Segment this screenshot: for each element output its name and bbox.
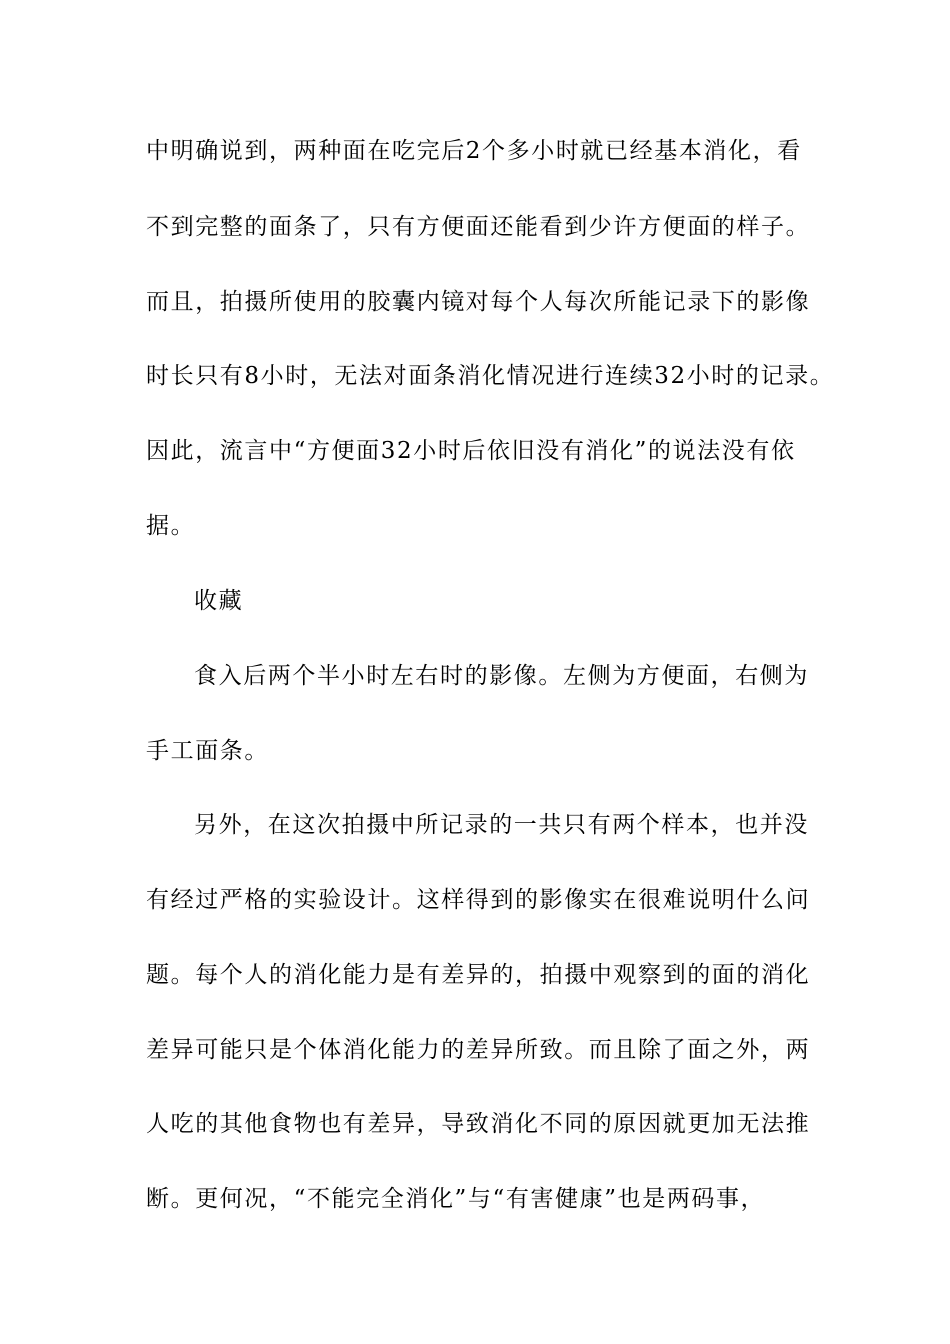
text-line: 有经过严格的实验设计。这样得到的影像实在很难说明什么问 xyxy=(146,887,811,913)
text-line: 断。更何况，“不能完全消化”与“有害健康”也是两码事， xyxy=(146,1186,766,1212)
text-line: 另外，在这次拍摄中所记录的一共只有两个样本，也并没 xyxy=(194,812,809,838)
text-line: 中明确说到，两种面在吃完后2个多小时就已经基本消化，看 xyxy=(146,138,802,164)
text-line: 不到完整的面条了，只有方便面还能看到少许方便面的样子。 xyxy=(146,214,811,240)
image-caption-line: 食入后两个半小时左右时的影像。左侧为方便面，右侧为 xyxy=(194,663,809,689)
text-line: 人吃的其他食物也有差异，导致消化不同的原因就更加无法推 xyxy=(146,1111,811,1137)
text-line: 而且，拍摄所使用的胶囊内镜对每个人每次所能记录下的影像 xyxy=(146,289,811,315)
collect-label: 收藏 xyxy=(194,588,244,614)
text-line: 差异可能只是个体消化能力的差异所致。而且除了面之外，两 xyxy=(146,1037,811,1063)
text-line: 题。每个人的消化能力是有差异的，拍摄中观察到的面的消化 xyxy=(146,962,811,988)
image-caption-line: 手工面条。 xyxy=(146,738,269,764)
text-line: 时长只有8小时，无法对面条消化情况进行连续32小时的记录。 xyxy=(146,363,835,389)
text-line: 据。 xyxy=(146,513,196,539)
text-line: 因此，流言中“方便面32小时后依旧没有消化”的说法没有依 xyxy=(146,438,796,464)
